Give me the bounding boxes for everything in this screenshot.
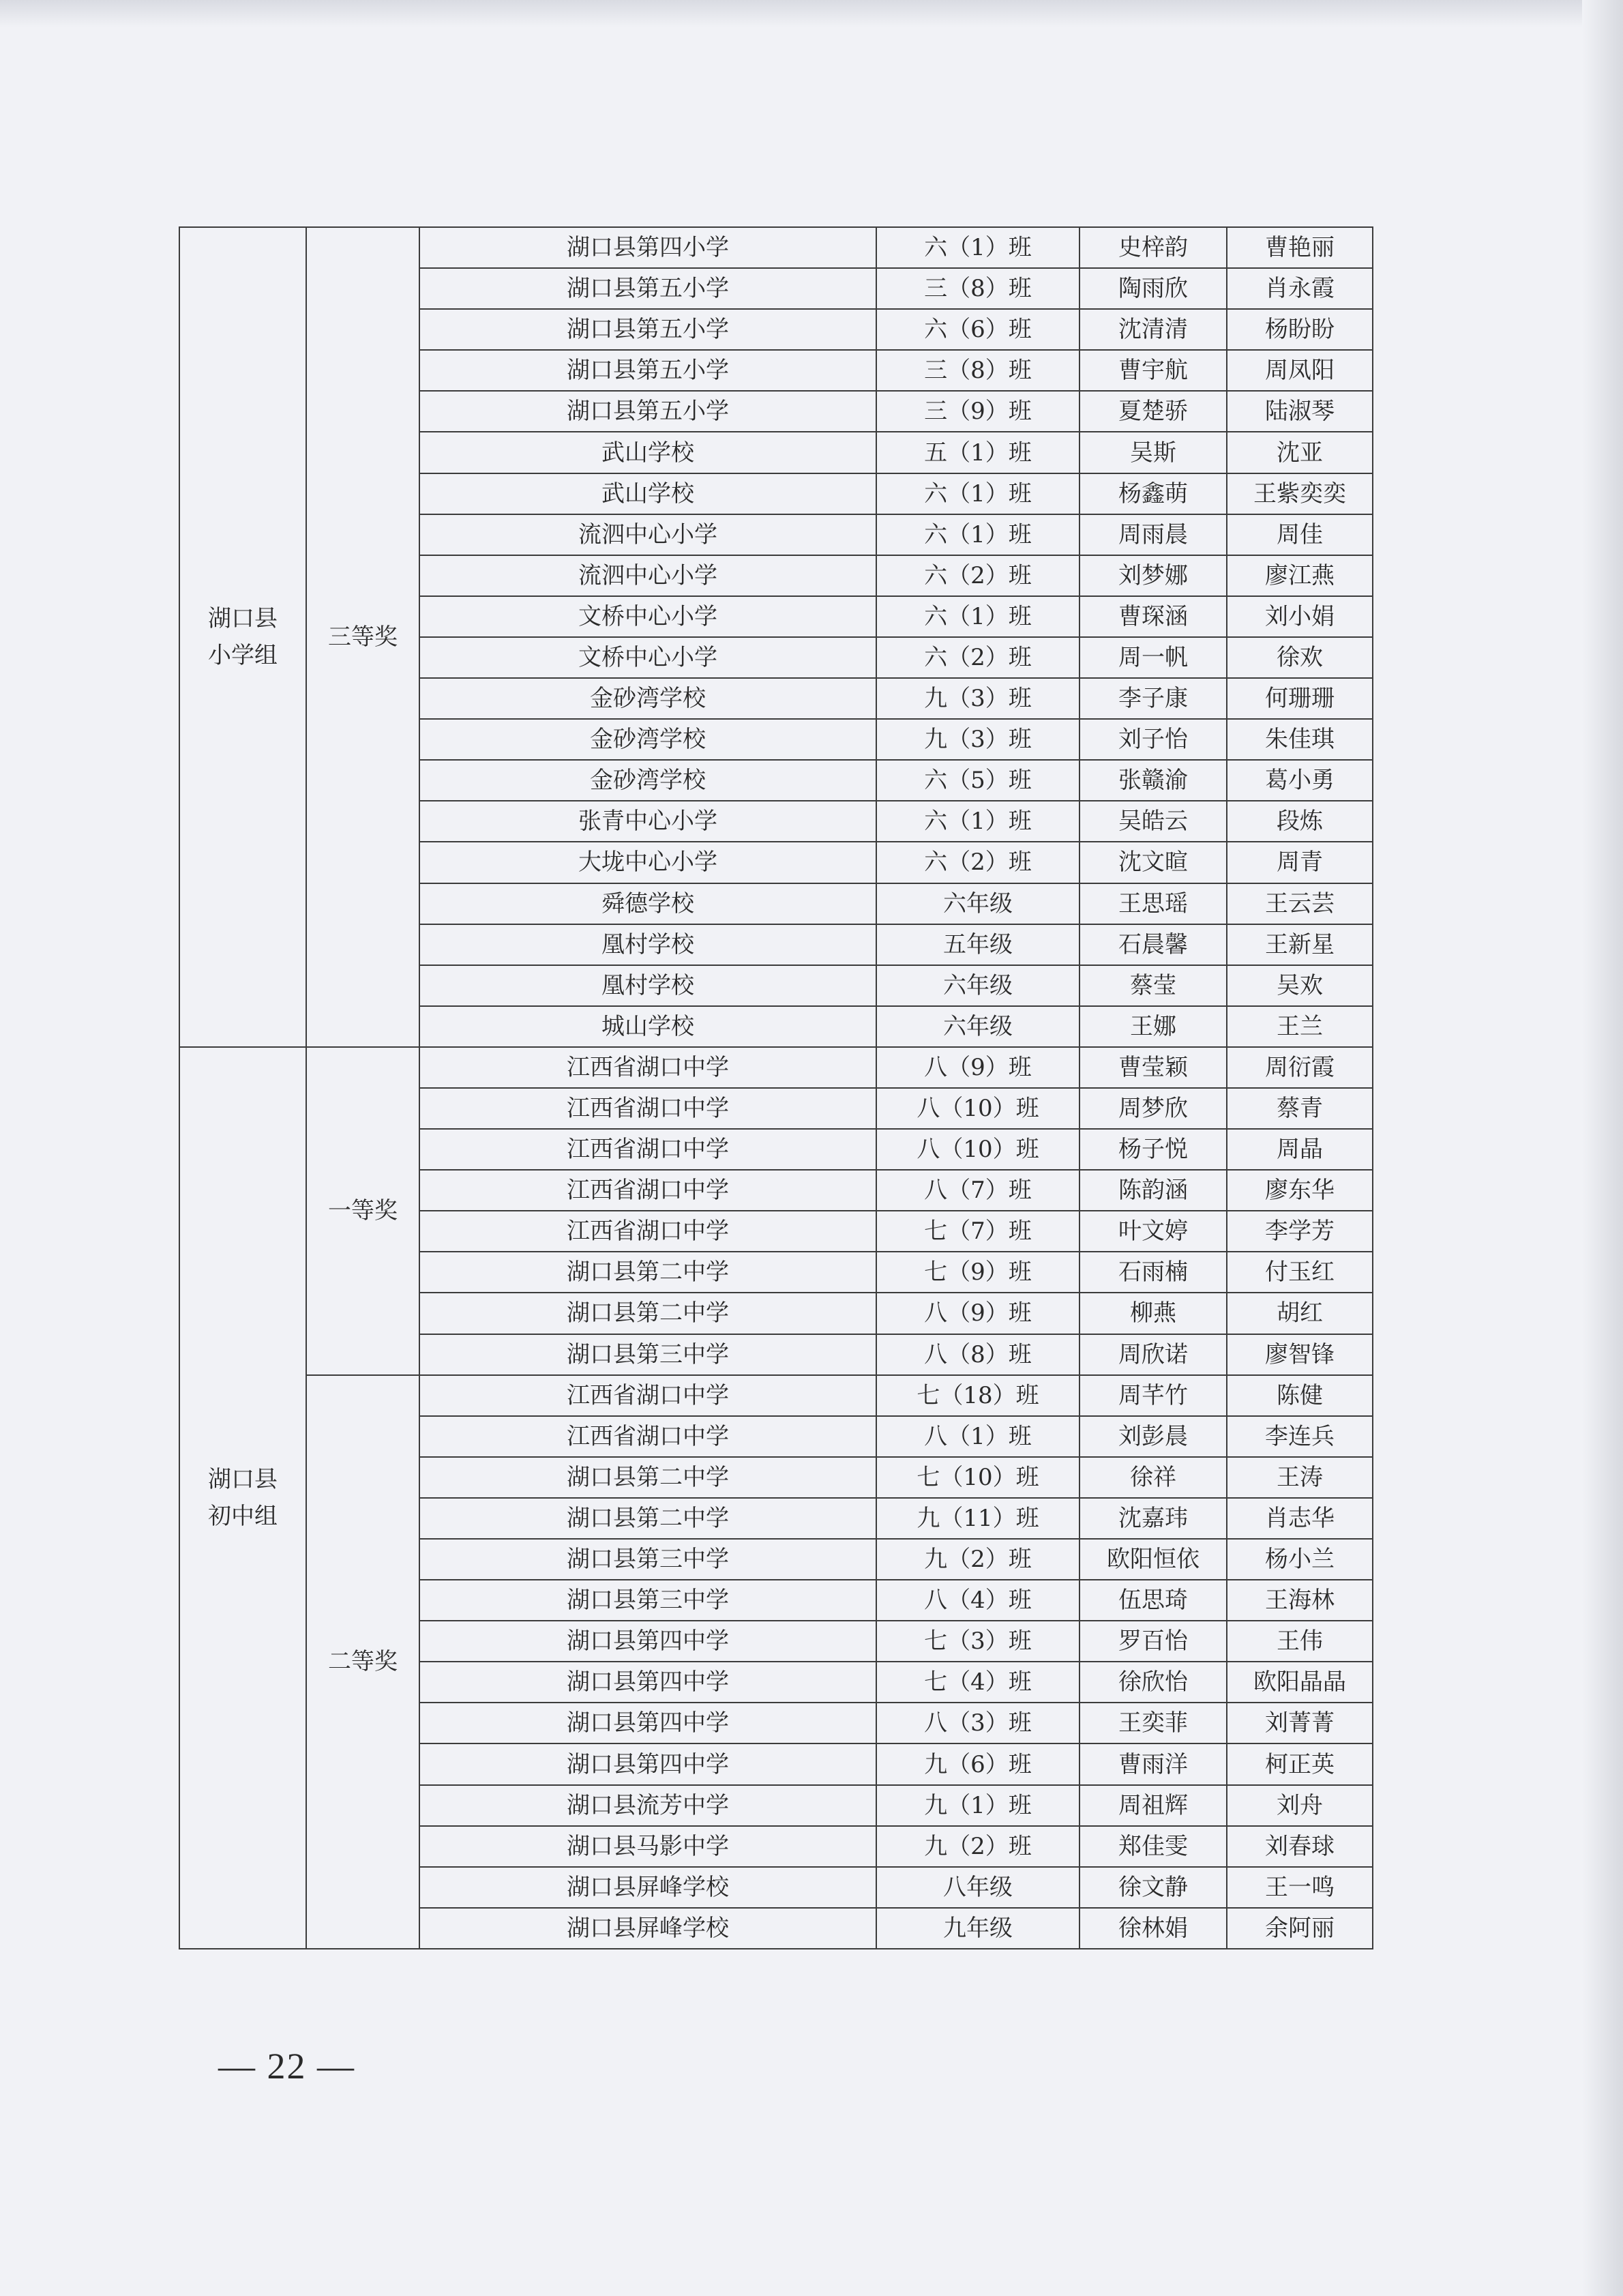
teacher-cell: 廖江燕 — [1227, 555, 1373, 596]
student-cell: 郑佳雯 — [1079, 1826, 1227, 1867]
teacher-cell: 廖智锋 — [1227, 1334, 1373, 1375]
teacher-cell: 吴欢 — [1227, 965, 1373, 1006]
student-cell: 史梓韵 — [1079, 227, 1227, 268]
teacher-cell: 李学芳 — [1227, 1211, 1373, 1252]
page-number: — 22 — — [218, 2046, 355, 2087]
teacher-cell: 王一鸣 — [1227, 1867, 1373, 1908]
school-cell: 湖口县第三中学 — [419, 1539, 876, 1580]
school-cell: 流泗中心小学 — [419, 514, 876, 555]
teacher-cell: 朱佳琪 — [1227, 719, 1373, 760]
teacher-cell: 曹艳丽 — [1227, 227, 1373, 268]
awards-table — [179, 226, 1373, 1949]
teacher-cell: 杨小兰 — [1227, 1539, 1373, 1580]
award-tier: 二等奖 — [306, 1375, 419, 1949]
group-label-line: 小学组 — [208, 641, 278, 669]
student-cell: 李子康 — [1079, 678, 1227, 719]
student-cell: 徐祥 — [1079, 1457, 1227, 1498]
student-cell: 王奕菲 — [1079, 1703, 1227, 1743]
school-cell: 湖口县第五小学 — [419, 350, 876, 391]
teacher-cell: 周青 — [1227, 842, 1373, 883]
school-cell: 文桥中心小学 — [419, 637, 876, 678]
class-cell: 九（3）班 — [876, 678, 1079, 719]
student-cell: 罗百怡 — [1079, 1621, 1227, 1662]
teacher-cell: 周晶 — [1227, 1129, 1373, 1170]
student-cell: 周梦欣 — [1079, 1088, 1227, 1129]
student-cell: 刘子怡 — [1079, 719, 1227, 760]
teacher-cell: 刘小娟 — [1227, 596, 1373, 637]
class-cell: 七（4）班 — [876, 1662, 1079, 1703]
student-cell: 石晨馨 — [1079, 924, 1227, 965]
school-cell: 湖口县马影中学 — [419, 1826, 876, 1867]
group-label-line: 湖口县 — [208, 1465, 278, 1493]
teacher-cell: 杨盼盼 — [1227, 309, 1373, 350]
group-label — [179, 1047, 306, 1949]
student-cell: 曹莹颖 — [1079, 1047, 1227, 1088]
student-cell: 陈韵涵 — [1079, 1170, 1227, 1211]
school-cell: 金砂湾学校 — [419, 678, 876, 719]
class-cell: 七（9）班 — [876, 1252, 1079, 1293]
school-cell: 湖口县第四小学 — [419, 227, 876, 268]
teacher-cell: 何珊珊 — [1227, 678, 1373, 719]
school-cell: 湖口县第二中学 — [419, 1252, 876, 1293]
teacher-cell: 王新星 — [1227, 924, 1373, 965]
table-row — [179, 227, 1373, 268]
student-cell: 周一帆 — [1079, 637, 1227, 678]
teacher-cell: 周凤阳 — [1227, 350, 1373, 391]
school-cell: 金砂湾学校 — [419, 719, 876, 760]
school-cell: 湖口县屏峰学校 — [419, 1867, 876, 1908]
student-cell: 王娜 — [1079, 1006, 1227, 1047]
table-row — [179, 1047, 1373, 1088]
school-cell: 舜德学校 — [419, 883, 876, 924]
school-cell: 湖口县流芳中学 — [419, 1785, 876, 1826]
teacher-cell: 陈健 — [1227, 1375, 1373, 1416]
class-cell: 九（2）班 — [876, 1539, 1079, 1580]
teacher-cell: 王海林 — [1227, 1580, 1373, 1621]
class-cell: 六（2）班 — [876, 637, 1079, 678]
class-cell: 六（2）班 — [876, 555, 1079, 596]
teacher-cell: 陆淑琴 — [1227, 391, 1373, 432]
school-cell: 武山学校 — [419, 473, 876, 514]
student-cell: 刘彭晨 — [1079, 1416, 1227, 1457]
school-cell: 湖口县屏峰学校 — [419, 1908, 876, 1949]
school-cell: 大垅中心小学 — [419, 842, 876, 883]
teacher-cell: 肖志华 — [1227, 1498, 1373, 1539]
student-cell: 吴皓云 — [1079, 801, 1227, 842]
student-cell: 沈文暄 — [1079, 842, 1227, 883]
student-cell: 欧阳恒依 — [1079, 1539, 1227, 1580]
teacher-cell: 李连兵 — [1227, 1416, 1373, 1457]
student-cell: 曹雨洋 — [1079, 1743, 1227, 1784]
class-cell: 三（8）班 — [876, 350, 1079, 391]
school-cell: 江西省湖口中学 — [419, 1088, 876, 1129]
student-cell: 曹宇航 — [1079, 350, 1227, 391]
class-cell: 六年级 — [876, 1006, 1079, 1047]
teacher-cell: 付玉红 — [1227, 1252, 1373, 1293]
teacher-cell: 段炼 — [1227, 801, 1373, 842]
student-cell: 周欣诺 — [1079, 1334, 1227, 1375]
student-cell: 叶文婷 — [1079, 1211, 1227, 1252]
class-cell: 八年级 — [876, 1867, 1079, 1908]
school-cell: 湖口县第四中学 — [419, 1621, 876, 1662]
school-cell: 江西省湖口中学 — [419, 1129, 876, 1170]
student-cell: 周祖辉 — [1079, 1785, 1227, 1826]
class-cell: 八（4）班 — [876, 1580, 1079, 1621]
class-cell: 九（2）班 — [876, 1826, 1079, 1867]
teacher-cell: 王紫奕奕 — [1227, 473, 1373, 514]
school-cell: 江西省湖口中学 — [419, 1416, 876, 1457]
class-cell: 六（6）班 — [876, 309, 1079, 350]
student-cell: 王思瑶 — [1079, 883, 1227, 924]
group-label — [179, 227, 306, 1047]
award-tier: 三等奖 — [306, 227, 419, 1047]
school-cell: 湖口县第五小学 — [419, 309, 876, 350]
teacher-cell: 沈亚 — [1227, 432, 1373, 473]
class-cell: 六年级 — [876, 965, 1079, 1006]
class-cell: 八（9）班 — [876, 1047, 1079, 1088]
teacher-cell: 柯正英 — [1227, 1743, 1373, 1784]
school-cell: 湖口县第四中学 — [419, 1662, 876, 1703]
class-cell: 六（1）班 — [876, 514, 1079, 555]
class-cell: 三（9）班 — [876, 391, 1079, 432]
scan-edge-right — [1582, 0, 1623, 2296]
class-cell: 五（1）班 — [876, 432, 1079, 473]
teacher-cell: 葛小勇 — [1227, 760, 1373, 801]
student-cell: 张赣渝 — [1079, 760, 1227, 801]
school-cell: 湖口县第四中学 — [419, 1703, 876, 1743]
class-cell: 九（1）班 — [876, 1785, 1079, 1826]
school-cell: 湖口县第四中学 — [419, 1743, 876, 1784]
teacher-cell: 刘春球 — [1227, 1826, 1373, 1867]
student-cell: 蔡莹 — [1079, 965, 1227, 1006]
class-cell: 六（5）班 — [876, 760, 1079, 801]
student-cell: 徐文静 — [1079, 1867, 1227, 1908]
student-cell: 周芊竹 — [1079, 1375, 1227, 1416]
teacher-cell: 王兰 — [1227, 1006, 1373, 1047]
school-cell: 张青中心小学 — [419, 801, 876, 842]
school-cell: 江西省湖口中学 — [419, 1211, 876, 1252]
teacher-cell: 蔡青 — [1227, 1088, 1373, 1129]
school-cell: 武山学校 — [419, 432, 876, 473]
student-cell: 夏楚骄 — [1079, 391, 1227, 432]
teacher-cell: 欧阳晶晶 — [1227, 1662, 1373, 1703]
group-label-line: 初中组 — [208, 1502, 278, 1530]
class-cell: 八（10）班 — [876, 1129, 1079, 1170]
scan-edge-top — [0, 0, 1623, 27]
teacher-cell: 余阿丽 — [1227, 1908, 1373, 1949]
school-cell: 湖口县第三中学 — [419, 1580, 876, 1621]
student-cell: 徐欣怡 — [1079, 1662, 1227, 1703]
student-cell: 陶雨欣 — [1079, 268, 1227, 309]
student-cell: 柳燕 — [1079, 1293, 1227, 1334]
teacher-cell: 刘舟 — [1227, 1785, 1373, 1826]
school-cell: 流泗中心小学 — [419, 555, 876, 596]
school-cell: 湖口县第二中学 — [419, 1457, 876, 1498]
class-cell: 八（8）班 — [876, 1334, 1079, 1375]
student-cell: 伍思琦 — [1079, 1580, 1227, 1621]
class-cell: 六（1）班 — [876, 801, 1079, 842]
class-cell: 八（1）班 — [876, 1416, 1079, 1457]
class-cell: 八（7）班 — [876, 1170, 1079, 1211]
class-cell: 七（3）班 — [876, 1621, 1079, 1662]
student-cell: 周雨晨 — [1079, 514, 1227, 555]
student-cell: 吴斯 — [1079, 432, 1227, 473]
school-cell: 江西省湖口中学 — [419, 1170, 876, 1211]
student-cell: 沈清清 — [1079, 309, 1227, 350]
school-cell: 凰村学校 — [419, 965, 876, 1006]
class-cell: 六年级 — [876, 883, 1079, 924]
table-row — [179, 1375, 1373, 1416]
teacher-cell: 肖永霞 — [1227, 268, 1373, 309]
school-cell: 湖口县第二中学 — [419, 1498, 876, 1539]
student-cell: 杨子悦 — [1079, 1129, 1227, 1170]
class-cell: 八（10）班 — [876, 1088, 1079, 1129]
class-cell: 五年级 — [876, 924, 1079, 965]
class-cell: 六（1）班 — [876, 227, 1079, 268]
teacher-cell: 刘菁菁 — [1227, 1703, 1373, 1743]
teacher-cell: 徐欢 — [1227, 637, 1373, 678]
class-cell: 六（1）班 — [876, 596, 1079, 637]
awards-table-body — [179, 227, 1373, 1949]
school-cell: 城山学校 — [419, 1006, 876, 1047]
teacher-cell: 王涛 — [1227, 1457, 1373, 1498]
school-cell: 湖口县第五小学 — [419, 268, 876, 309]
class-cell: 七（10）班 — [876, 1457, 1079, 1498]
school-cell: 凰村学校 — [419, 924, 876, 965]
class-cell: 九（3）班 — [876, 719, 1079, 760]
class-cell: 九（6）班 — [876, 1743, 1079, 1784]
teacher-cell: 胡红 — [1227, 1293, 1373, 1334]
class-cell: 七（18）班 — [876, 1375, 1079, 1416]
school-cell: 湖口县第二中学 — [419, 1293, 876, 1334]
teacher-cell: 周佳 — [1227, 514, 1373, 555]
teacher-cell: 周衍霞 — [1227, 1047, 1373, 1088]
school-cell: 江西省湖口中学 — [419, 1047, 876, 1088]
class-cell: 七（7）班 — [876, 1211, 1079, 1252]
class-cell: 八（3）班 — [876, 1703, 1079, 1743]
class-cell: 三（8）班 — [876, 268, 1079, 309]
teacher-cell: 王云芸 — [1227, 883, 1373, 924]
school-cell: 江西省湖口中学 — [419, 1375, 876, 1416]
school-cell: 湖口县第五小学 — [419, 391, 876, 432]
school-cell: 文桥中心小学 — [419, 596, 876, 637]
school-cell: 湖口县第三中学 — [419, 1334, 876, 1375]
student-cell: 石雨楠 — [1079, 1252, 1227, 1293]
class-cell: 九年级 — [876, 1908, 1079, 1949]
student-cell: 刘梦娜 — [1079, 555, 1227, 596]
class-cell: 八（9）班 — [876, 1293, 1079, 1334]
class-cell: 九（11）班 — [876, 1498, 1079, 1539]
teacher-cell: 王伟 — [1227, 1621, 1373, 1662]
class-cell: 六（1）班 — [876, 473, 1079, 514]
school-cell: 金砂湾学校 — [419, 760, 876, 801]
award-tier: 一等奖 — [306, 1047, 419, 1375]
group-label-line: 湖口县 — [208, 604, 278, 632]
student-cell: 沈嘉玮 — [1079, 1498, 1227, 1539]
student-cell: 徐林娟 — [1079, 1908, 1227, 1949]
class-cell: 六（2）班 — [876, 842, 1079, 883]
student-cell: 杨鑫萌 — [1079, 473, 1227, 514]
student-cell: 曹琛涵 — [1079, 596, 1227, 637]
teacher-cell: 廖东华 — [1227, 1170, 1373, 1211]
